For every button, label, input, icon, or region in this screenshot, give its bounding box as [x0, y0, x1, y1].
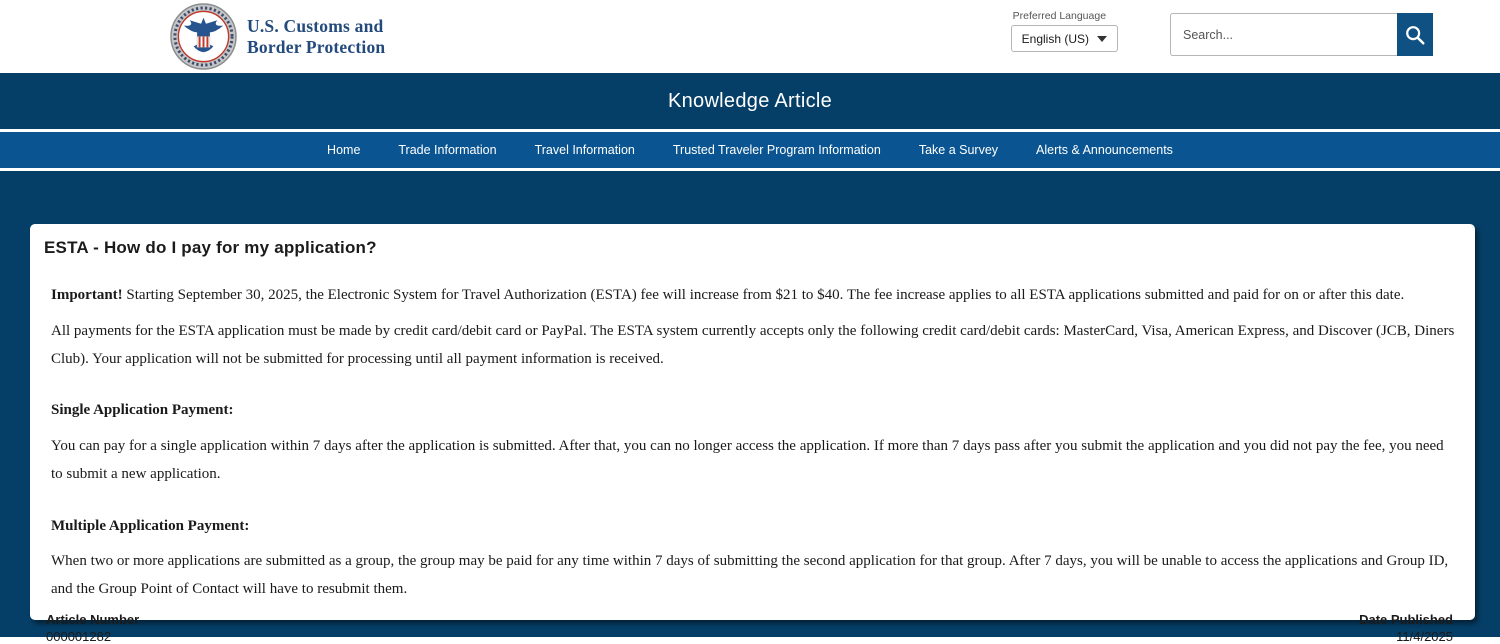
date-published-value: 11/4/2025	[1396, 628, 1453, 644]
page-title: Knowledge Article	[667, 89, 833, 112]
nav-item-alerts-announcements[interactable]: Alerts & Announcements	[1036, 143, 1173, 157]
article-body	[51, 282, 1455, 612]
nav-item-trusted-traveler-program-information[interactable]: Trusted Traveler Program Information	[672, 143, 881, 157]
search-block	[1170, 13, 1433, 56]
search-input[interactable]	[1170, 13, 1397, 56]
language-label: Preferred Language	[1012, 10, 1107, 22]
chevron-down-icon	[1097, 36, 1107, 42]
nav-item-trade-information[interactable]: Trade Information	[398, 143, 497, 157]
single-application-text: You can pay for a single application within 7 days after the application is submitted. After that, you can no longer access the application. If more than 7 days pass after you submit the application and you did not pay the fee, you need to submit a new application.	[51, 438, 1444, 482]
important-text: Starting September 30, 2025, the Electronic System for Travel Authorization (ESTA) fee will increase from $21 to $40. The fee increase applies to all ESTA applications submitted and paid for on or after this date.	[122, 287, 1405, 303]
nav-item-home[interactable]: Home	[327, 143, 361, 157]
article-meta-footer	[44, 612, 1455, 644]
language-block	[1011, 10, 1118, 52]
brand-name	[247, 16, 385, 57]
main-nav	[0, 129, 1500, 171]
page-banner	[0, 73, 1500, 129]
single-application-heading: Single Application Payment:	[51, 402, 234, 419]
multiple-application-text: When two or more applications are submitted as a group, the group may be paid for any time within 7 days of submitting the second application for that group. After 7 days, you will be unable to access the applications and Group ID, and the Group Point of Contact will have to resubmit them.	[51, 553, 1449, 597]
article-number-block	[46, 612, 139, 644]
date-published-block	[1359, 612, 1453, 644]
article-title: ESTA - How do I pay for my application?	[44, 238, 377, 257]
cbp-seal-logo	[170, 3, 237, 70]
main-area	[0, 171, 1500, 644]
search-icon	[1404, 24, 1426, 46]
language-dropdown[interactable]	[1011, 25, 1118, 52]
site-header	[0, 0, 1500, 73]
nav-item-travel-information[interactable]: Travel Information	[534, 143, 635, 157]
article-number-value: 000001282	[46, 628, 112, 644]
language-selected-value: English (US)	[1021, 31, 1089, 46]
intro-paragraph: All payments for the ESTA application must be made by credit card/debit card or PayPal. The ESTA system currently accepts only the following credit card/debit cards: MasterCard, Visa, American Express, and Discover (JCB, Diners Club). Your application will not be submitted for processing until all payment information is received.	[51, 322, 1455, 367]
search-button[interactable]	[1397, 13, 1433, 56]
brand[interactable]	[170, 3, 385, 70]
article-number-label: Article Number	[46, 611, 140, 627]
article-card	[30, 224, 1475, 644]
date-published-label: Date Published	[1359, 611, 1453, 627]
important-paragraph	[51, 282, 1455, 310]
important-label: Important!	[51, 287, 123, 303]
brand-name-line2: Border Protection	[247, 36, 386, 57]
multiple-application-heading: Multiple Application Payment:	[51, 517, 250, 534]
brand-name-line1: U.S. Customs and	[247, 15, 384, 36]
nav-item-take-a-survey[interactable]: Take a Survey	[918, 143, 999, 157]
